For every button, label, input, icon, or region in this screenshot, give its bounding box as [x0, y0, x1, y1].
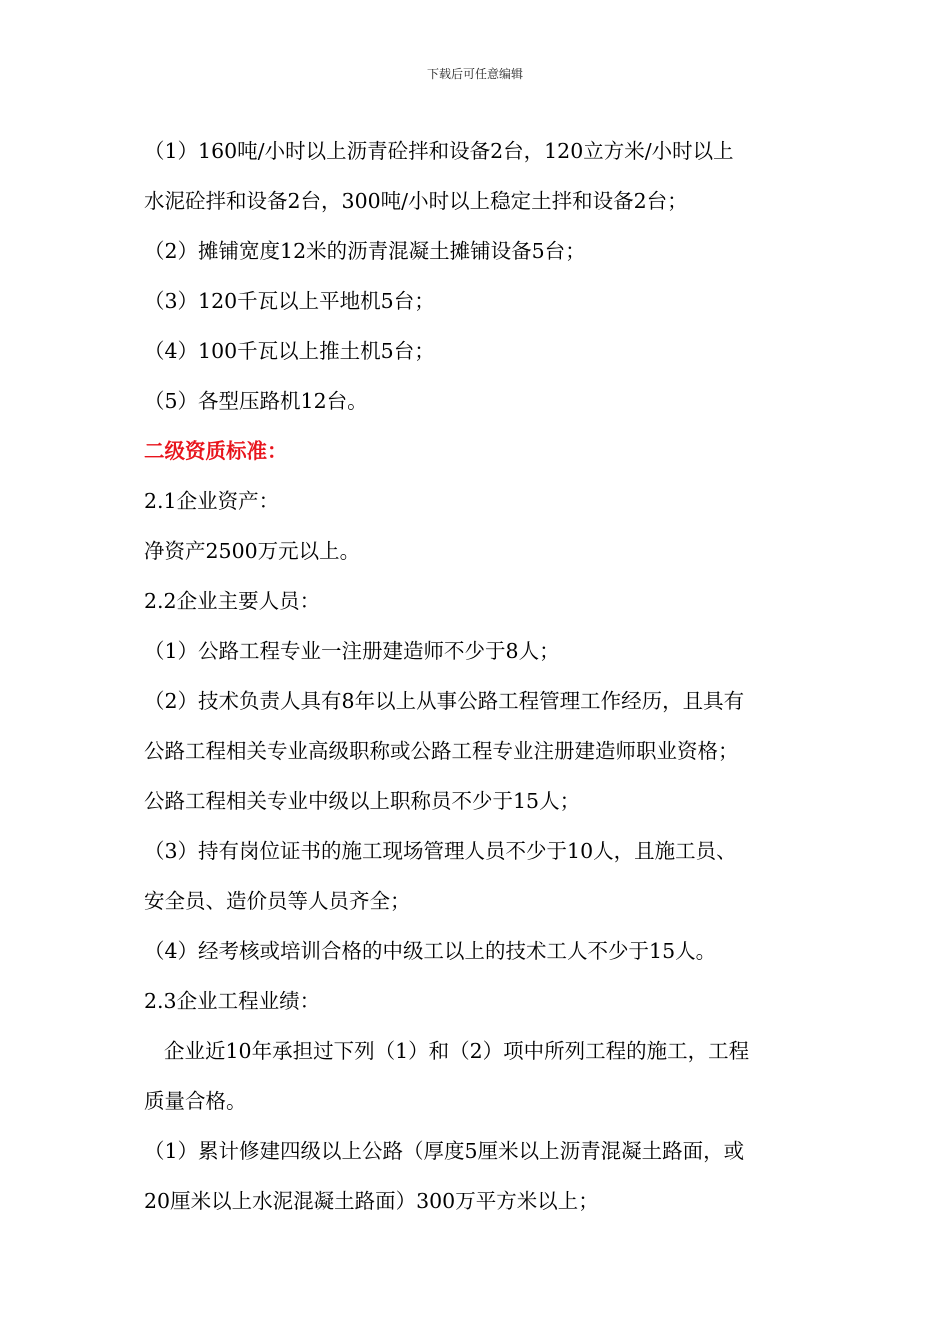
subheading-assets: 2.1企业资产：: [144, 489, 280, 513]
text-line-personnel-4: （4）经考核或培训合格的中级工以上的技术工人不少于15人。: [144, 939, 717, 963]
text-line-performance-intro-a: 企业近10年承担过下列（1）和（2）项中所列工程的施工，工程: [164, 1039, 750, 1063]
subheading-performance: 2.3企业工程业绩：: [144, 989, 321, 1013]
section-heading-level-2: 二级资质标准：: [144, 439, 288, 463]
text-line-performance-1b: 20厘米以上水泥混凝土路面）300万平方米以上；: [144, 1189, 599, 1213]
document-body: [144, 126, 816, 1226]
text-line-personnel-2c: 公路工程相关专业中级以上职称员不少于15人；: [144, 789, 581, 813]
subheading-personnel: 2.2企业主要人员：: [144, 589, 321, 613]
text-line-performance-intro-b: 质量合格。: [144, 1089, 247, 1113]
text-line-net-assets: 净资产2500万元以上。: [144, 539, 361, 563]
text-line-equipment-3: （3）120千瓦以上平地机5台；: [144, 289, 435, 313]
text-line-personnel-3b: 安全员、造价员等人员齐全；: [144, 889, 411, 913]
text-line-equipment-1b: 水泥砼拌和设备2台，300吨/小时以上稳定土拌和设备2台；: [144, 189, 688, 213]
text-line-equipment-2: （2）摊铺宽度12米的沥青混凝土摊铺设备5台；: [144, 239, 586, 263]
text-line-equipment-1a: （1）160吨/小时以上沥青砼拌和设备2台，120立方米/小时以上: [144, 139, 734, 163]
text-line-equipment-5: （5）各型压路机12台。: [144, 389, 368, 413]
text-line-performance-1a: （1）累计修建四级以上公路（厚度5厘米以上沥青混凝土路面，或: [144, 1139, 745, 1163]
text-line-personnel-3a: （3）持有岗位证书的施工现场管理人员不少于10人，且施工员、: [144, 839, 737, 863]
text-line-personnel-1: （1）公路工程专业一注册建造师不少于8人；: [144, 639, 560, 663]
text-line-personnel-2b: 公路工程相关专业高级职称或公路工程专业注册建造师职业资格；: [144, 739, 739, 763]
page-header: 下载后可任意编辑: [426, 67, 523, 81]
text-line-personnel-2a: （2）技术负责人具有8年以上从事公路工程管理工作经历，且具有: [144, 689, 745, 713]
text-line-equipment-4: （4）100千瓦以上推土机5台；: [144, 339, 435, 363]
